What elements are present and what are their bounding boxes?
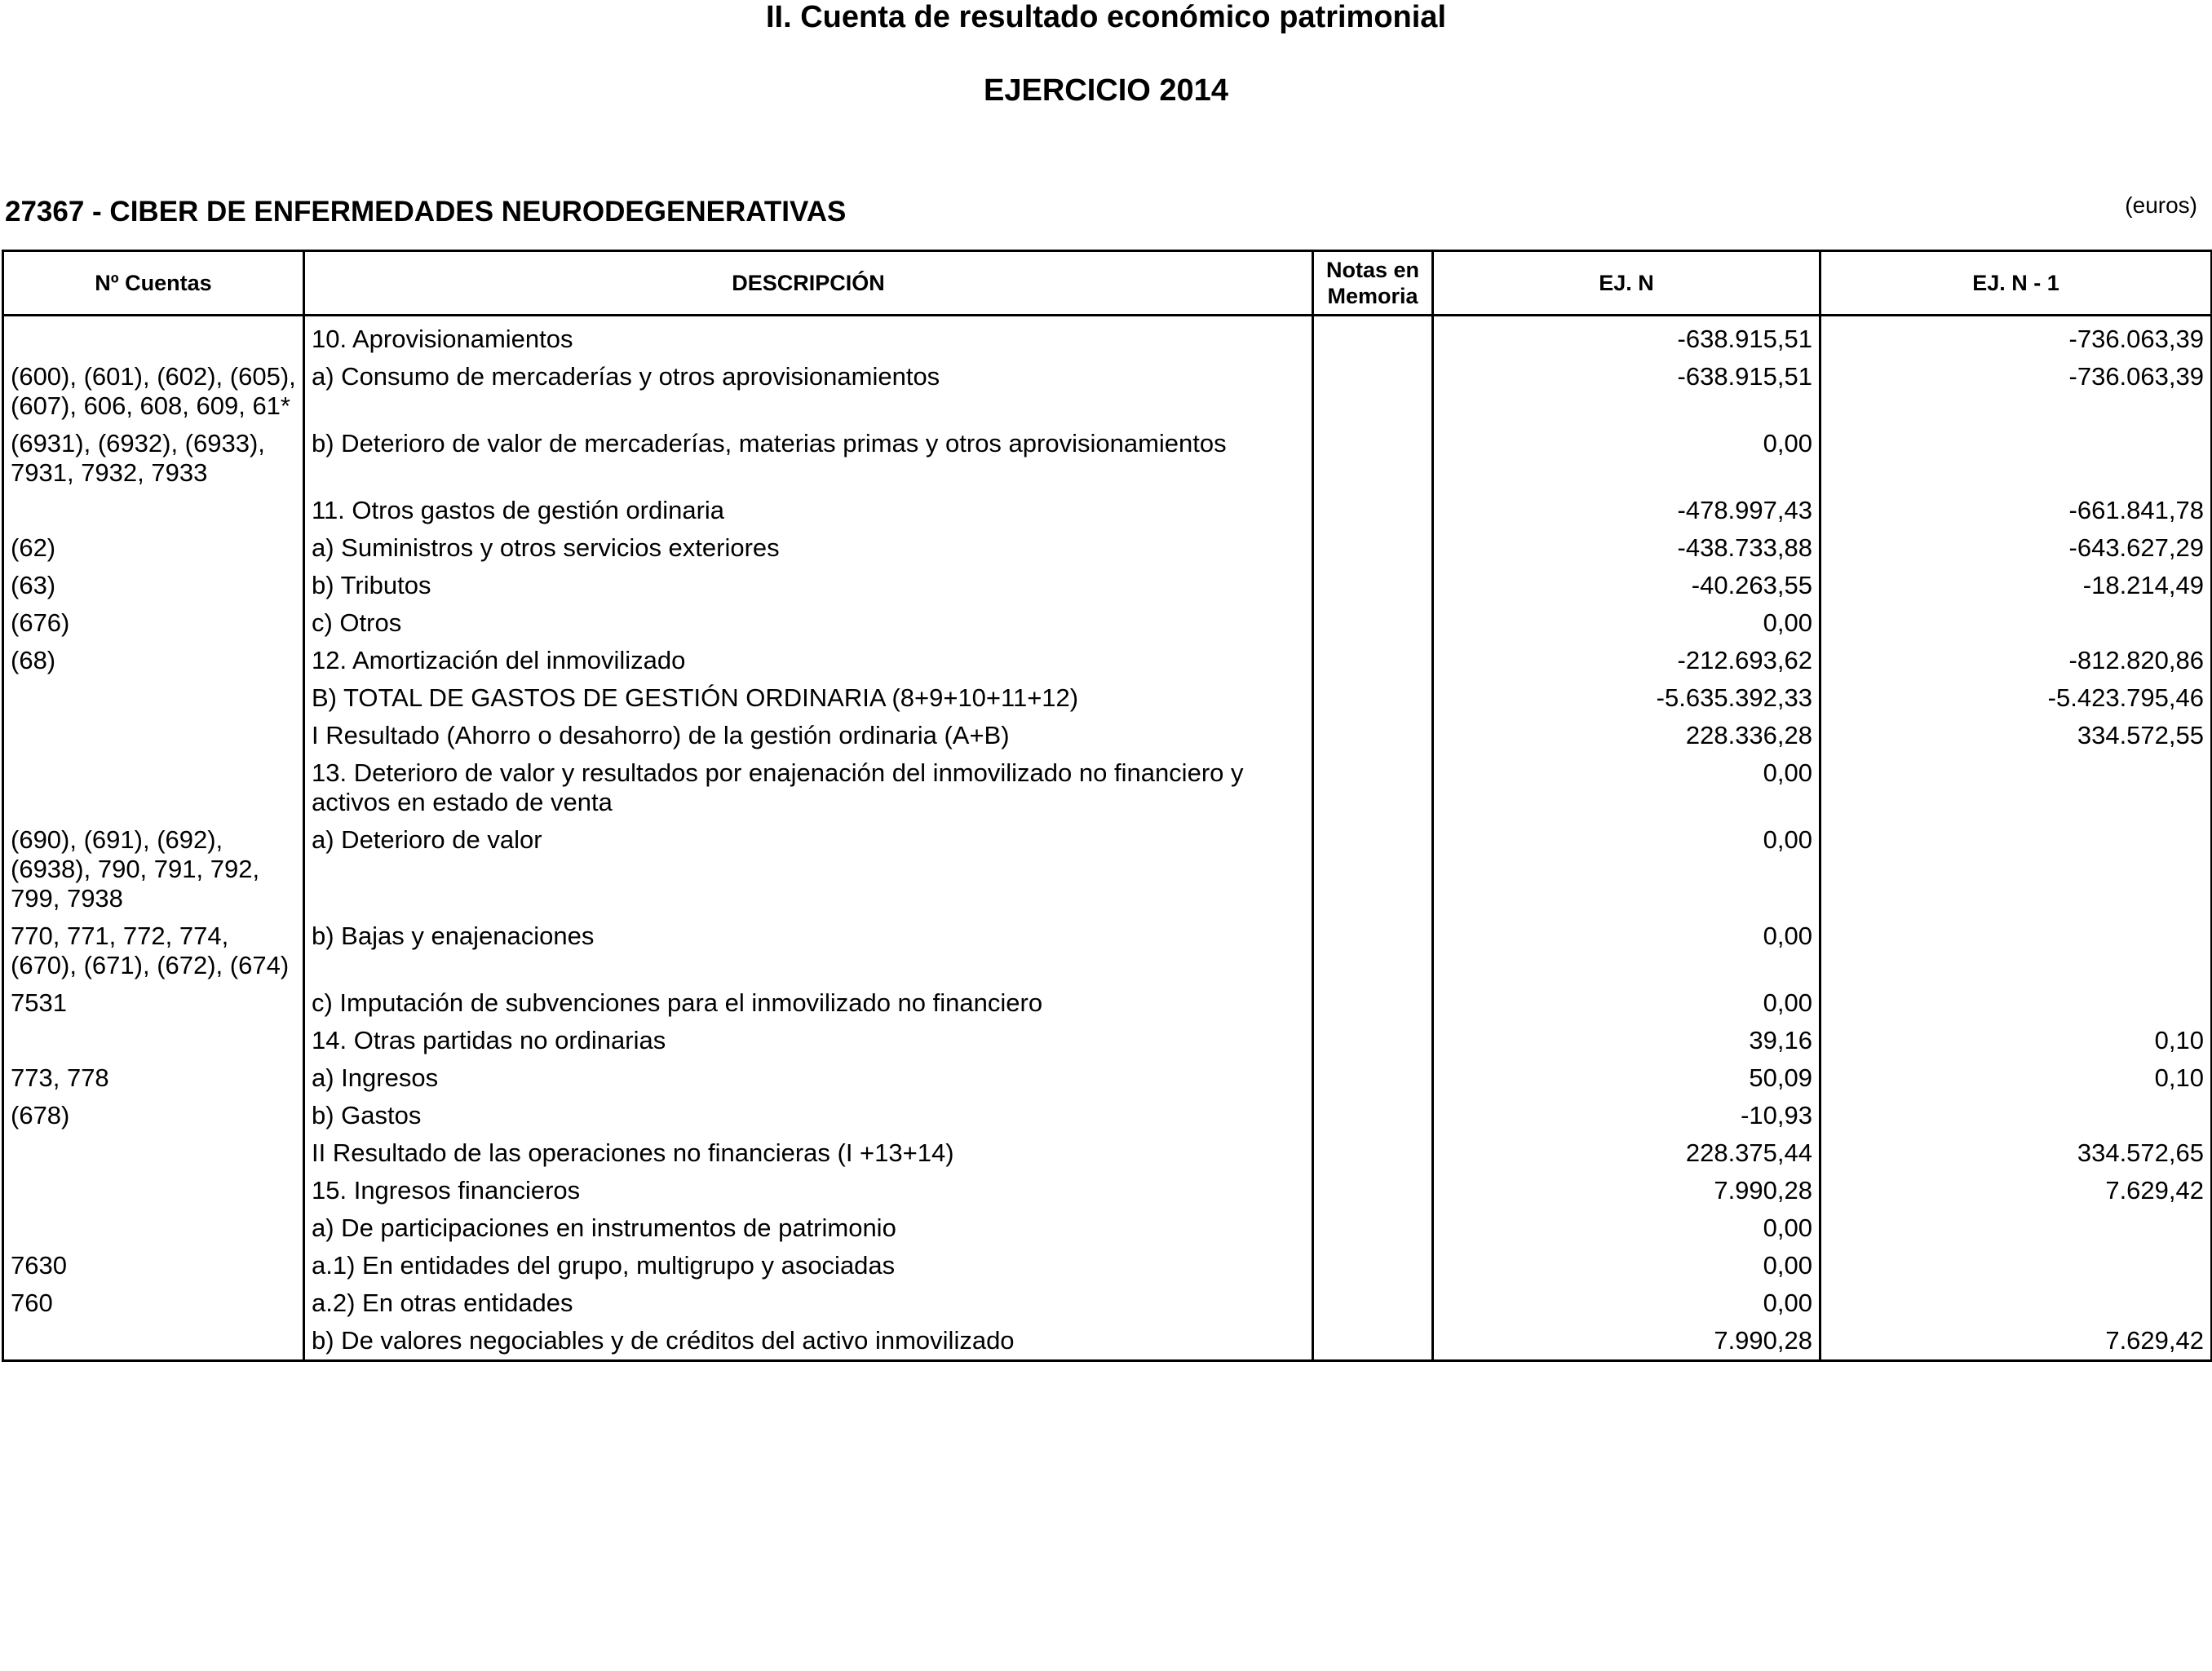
table-row [3,984,2212,1022]
table-row [3,1059,2212,1097]
cell-description: a) Consumo de mercaderías y otros aprovisionamientos [304,358,1313,425]
currency-units: (euros) [2125,192,2197,218]
cell-notes [1313,529,1433,567]
cell-accounts [3,492,304,529]
cell-notes [1313,1284,1433,1322]
cell-notes [1313,1209,1433,1247]
cell-previous-year: -736.063,39 [1820,358,2212,425]
cell-accounts [3,679,304,717]
cell-notes [1313,1059,1433,1097]
cell-description: b) De valores negociables y de créditos del activo inmovilizado [304,1322,1313,1361]
cell-previous-year: 0,10 [1820,1022,2212,1059]
cell-notes [1313,984,1433,1022]
cell-description: I Resultado (Ahorro o desahorro) de la gestión ordinaria (A+B) [304,717,1313,754]
table-row [3,679,2212,717]
cell-notes [1313,1134,1433,1172]
cell-description: a) Suministros y otros servicios exteriores [304,529,1313,567]
col-header-current-year: EJ. N [1433,251,1820,316]
cell-previous-year [1820,425,2212,492]
cell-previous-year: -812.820,86 [1820,642,2212,679]
cell-current-year: 0,00 [1433,1209,1820,1247]
cell-description: 13. Deterioro de valor y resultados por enajenación del inmovilizado no financiero y activos en estado de venta [304,754,1313,821]
cell-description: 14. Otras partidas no ordinarias [304,1022,1313,1059]
cell-accounts: (68) [3,642,304,679]
table-row [3,492,2212,529]
col-header-accounts: Nº Cuentas [3,251,304,316]
cell-previous-year [1820,1284,2212,1322]
cell-description: 11. Otros gastos de gestión ordinaria [304,492,1313,529]
col-header-previous-year: EJ. N - 1 [1820,251,2212,316]
cell-current-year: 7.990,28 [1433,1322,1820,1361]
table-row [3,1322,2212,1361]
fiscal-year: EJERCICIO 2014 [984,73,1228,108]
cell-accounts: (600), (601), (602), (605), (607), 606, 608, 609, 61* [3,358,304,425]
cell-previous-year [1820,754,2212,821]
cell-current-year: 0,00 [1433,425,1820,492]
cell-notes [1313,316,1433,359]
cell-description: a.1) En entidades del grupo, multigrupo y asociadas [304,1247,1313,1284]
table-row [3,316,2212,359]
cell-previous-year [1820,1209,2212,1247]
cell-notes [1313,679,1433,717]
cell-previous-year: -5.423.795,46 [1820,679,2212,717]
table-row [3,604,2212,642]
cell-notes [1313,917,1433,984]
cell-current-year: 7.990,28 [1433,1172,1820,1209]
cell-current-year: 0,00 [1433,754,1820,821]
cell-description: a) Ingresos [304,1059,1313,1097]
cell-previous-year: 0,10 [1820,1059,2212,1097]
cell-previous-year: 334.572,55 [1820,717,2212,754]
table-row [3,1209,2212,1247]
cell-accounts: (63) [3,567,304,604]
cell-previous-year: 7.629,42 [1820,1172,2212,1209]
cell-notes [1313,717,1433,754]
results-table [2,250,2212,1362]
cell-current-year: -478.997,43 [1433,492,1820,529]
table-row [3,1247,2212,1284]
cell-current-year: 0,00 [1433,984,1820,1022]
cell-description: c) Imputación de subvenciones para el inmovilizado no financiero [304,984,1313,1022]
cell-description: a) De participaciones en instrumentos de patrimonio [304,1209,1313,1247]
cell-previous-year [1820,821,2212,917]
table-row [3,1022,2212,1059]
cell-description: b) Deterioro de valor de mercaderías, materias primas y otros aprovisionamientos [304,425,1313,492]
cell-notes [1313,492,1433,529]
cell-notes [1313,1172,1433,1209]
cell-previous-year [1820,604,2212,642]
cell-previous-year: 334.572,65 [1820,1134,2212,1172]
cell-current-year: 228.375,44 [1433,1134,1820,1172]
cell-current-year: -638.915,51 [1433,358,1820,425]
cell-current-year: 228.336,28 [1433,717,1820,754]
table-row [3,821,2212,917]
cell-description: a) Deterioro de valor [304,821,1313,917]
cell-current-year: -438.733,88 [1433,529,1820,567]
col-header-description: DESCRIPCIÓN [304,251,1313,316]
cell-previous-year [1820,984,2212,1022]
cell-description: a.2) En otras entidades [304,1284,1313,1322]
cell-notes [1313,1022,1433,1059]
cell-current-year: -638.915,51 [1433,316,1820,359]
cell-accounts: (62) [3,529,304,567]
cell-previous-year [1820,917,2212,984]
cell-accounts: 760 [3,1284,304,1322]
cell-description: 15. Ingresos financieros [304,1172,1313,1209]
table-row [3,529,2212,567]
cell-notes [1313,604,1433,642]
cell-current-year: 0,00 [1433,1247,1820,1284]
cell-accounts: (6931), (6932), (6933), 7931, 7932, 7933 [3,425,304,492]
table-row [3,754,2212,821]
cell-accounts: 773, 778 [3,1059,304,1097]
cell-notes [1313,358,1433,425]
cell-notes [1313,754,1433,821]
cell-notes [1313,567,1433,604]
cell-accounts: 770, 771, 772, 774, (670), (671), (672), (674) [3,917,304,984]
cell-previous-year [1820,1097,2212,1134]
cell-current-year: -5.635.392,33 [1433,679,1820,717]
cell-description: b) Gastos [304,1097,1313,1134]
cell-accounts: (678) [3,1097,304,1134]
page-title: II. Cuenta de resultado económico patrimonial [765,0,1447,34]
cell-previous-year: -661.841,78 [1820,492,2212,529]
cell-previous-year: -643.627,29 [1820,529,2212,567]
table-row [3,567,2212,604]
cell-accounts [3,754,304,821]
cell-description: b) Tributos [304,567,1313,604]
cell-accounts [3,1134,304,1172]
cell-accounts: 7531 [3,984,304,1022]
table-row [3,358,2212,425]
cell-description: 10. Aprovisionamientos [304,316,1313,359]
table-row [3,1134,2212,1172]
table-header-row [3,251,2212,316]
cell-accounts: (676) [3,604,304,642]
cell-accounts [3,316,304,359]
table-row [3,642,2212,679]
cell-description: 12. Amortización del inmovilizado [304,642,1313,679]
cell-notes [1313,642,1433,679]
cell-notes [1313,1097,1433,1134]
table-row [3,1097,2212,1134]
cell-previous-year: -18.214,49 [1820,567,2212,604]
cell-previous-year [1820,1247,2212,1284]
cell-accounts: 7630 [3,1247,304,1284]
table-row [3,1284,2212,1322]
cell-accounts [3,1322,304,1361]
cell-current-year: -10,93 [1433,1097,1820,1134]
cell-notes [1313,425,1433,492]
cell-notes [1313,1247,1433,1284]
cell-accounts: (690), (691), (692), (6938), 790, 791, 792, 799, 7938 [3,821,304,917]
cell-description: II Resultado de las operaciones no financieras (I +13+14) [304,1134,1313,1172]
table-row [3,917,2212,984]
cell-notes [1313,1322,1433,1361]
entity-name: 27367 - CIBER DE ENFERMEDADES NEURODEGENERATIVAS [5,196,847,228]
cell-current-year: 0,00 [1433,1284,1820,1322]
cell-current-year: -40.263,55 [1433,567,1820,604]
cell-description: B) TOTAL DE GASTOS DE GESTIÓN ORDINARIA (8+9+10+11+12) [304,679,1313,717]
cell-notes [1313,821,1433,917]
cell-current-year: 0,00 [1433,917,1820,984]
table-row [3,425,2212,492]
table-row [3,1172,2212,1209]
cell-current-year: 0,00 [1433,604,1820,642]
cell-current-year: -212.693,62 [1433,642,1820,679]
cell-accounts [3,1022,304,1059]
cell-current-year: 0,00 [1433,821,1820,917]
cell-previous-year: -736.063,39 [1820,316,2212,359]
cell-accounts [3,1209,304,1247]
table-row [3,717,2212,754]
cell-description: c) Otros [304,604,1313,642]
col-header-notes: Notas en Memoria [1313,251,1433,316]
cell-previous-year: 7.629,42 [1820,1322,2212,1361]
cell-description: b) Bajas y enajenaciones [304,917,1313,984]
cell-accounts [3,717,304,754]
cell-current-year: 50,09 [1433,1059,1820,1097]
cell-current-year: 39,16 [1433,1022,1820,1059]
cell-accounts [3,1172,304,1209]
